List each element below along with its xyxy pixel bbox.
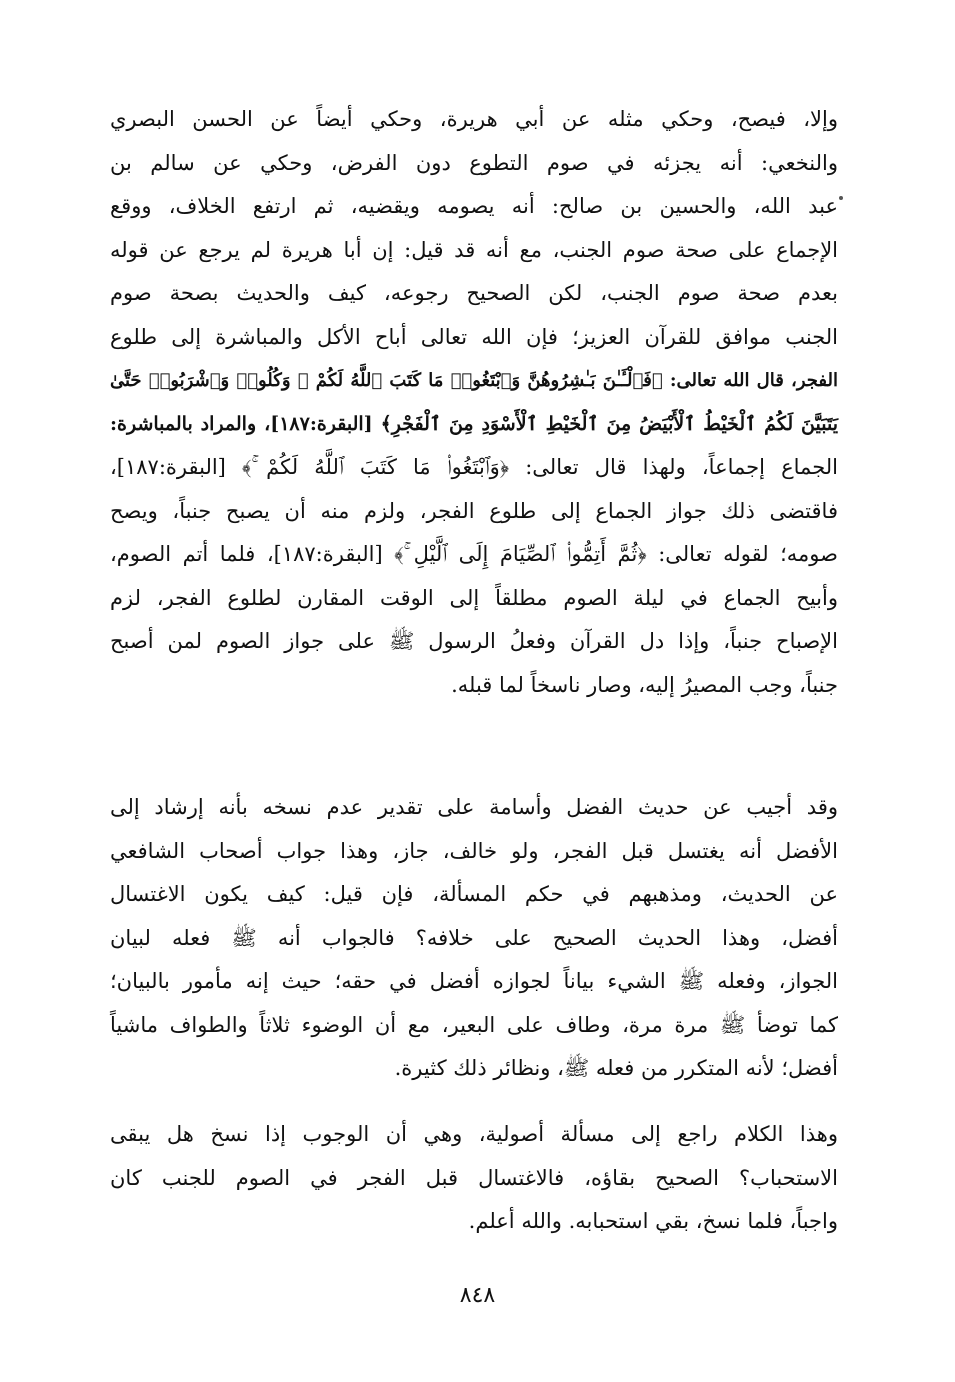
paragraph-1-line-1: وإلا، فيصح، وحكي مثله عن أبي هريرة، وحكي أيضاً عن الحسن البصري [110,107,838,131]
paragraph-1-line-11: صومه؛ لقوله تعالى: ﴿ثُمَّ أَتِمُّوا۟ ٱلصِّيَامَ إِلَى ٱلَّيْلِ ۚ﴾ [البقرة:١٨٧]، فلما أتم الصوم، [110,542,838,566]
paragraph-3-line-2: الاستحباب؟ الصحيح بقاؤه، فالاغتسال قبل الفجر في الصوم للجنب كان [110,1165,838,1190]
paragraph-2-line-3: عن الحديث، ومذهبهم في حكم المسألة، فإن قيل: كيف يكون الاغتسال [110,882,838,906]
paragraph-2-line-2: الأفضل أنه يغتسل قبل الفجر، ولو خالف، جاز، وهذا جواب أصحاب الشافعي [110,838,838,863]
paragraph-1-line-7: الفجر، قال الله تعالى: ﴿فَٱلْـَٔـٰنَ بَـٰشِرُوهُنَّ وَٱبْتَغُوا۟ مَا كَتَبَ ٱللَّهُ لَكُمْ ۚ وَكُلُوا۟ وَٱشْرَبُوا۟ حَتَّىٰ [110,370,838,391]
paragraph-1-line-6: الجنب موافق للقرآن العزيز؛ فإن الله تعالى أباح الأكل والمباشرة إلى طلوع [110,324,838,349]
paragraph-1-line-10: فاقتضى ذلك جواز الجماع إلى طلوع الفجر، ولزم منه أن يصبح جنباً، ويصح [110,498,838,523]
paragraph-3-line-3: واجباً، فلما نسخ، بقي استحبابه. والله أعلم. [468,1209,838,1233]
paragraph-1-line-12: وأبيح الجماع في ليلة الصوم مطلقاً إلى الوقت المقارن لطلوع الفجر، لزم [110,585,838,610]
paragraph-1-line-8: يَتَبَيَّنَ لَكُمُ ٱلْخَيْطُ ٱلْأَبْيَضُ مِنَ ٱلْخَيْطِ ٱلْأَسْوَدِ مِنَ ٱلْفَجْرِ﴾ [البقرة:١٨٧]، والمراد بالمباشرة: [110,412,838,435]
paragraph-1 [110,98,838,707]
paragraph-3-line-1: وهذا الكلام راجع إلى مسألة أصولية، وهي أن الوجوب إذا نسخ هل يبقى [110,1122,838,1146]
paragraph-1-line-3: عبد الله، والحسين بن صالح: أنه يصومه ويقضيه، ثم ارتفع الخلاف، ووقع [110,194,838,218]
paragraph-2-line-5: الجواز، وفعله ﷺ الشيء بياناً لجوازه أفضل في حقه؛ حيث إنه مأمور بالبيان؛ [110,969,838,993]
paragraph-2-line-1: وقد أجيب عن حديث الفضل وأسامة على تقدير عدم نسخه بأنه إرشاد إلى [110,795,838,819]
paragraph-1-line-14: جنباً، وجب المصيرُ إليه، وصار ناسخاً لما قبله. [451,672,838,697]
paragraph-1-line-5: بعدم صحة صوم الجنب، لكن الصحيح رجوعه، كيف والحديث بصحة صوم [110,281,838,305]
paragraph-3 [110,1113,838,1244]
paragraph-1-line-13: الإصباح جنباً، وإذا دل القرآن وفعلُ الرسول ﷺ على جواز الصوم لمن أصبح [110,629,838,653]
page-number: ٨٤٨ [459,1283,496,1308]
paragraph-2-line-6: كما توضأ ﷺ مرة مرة، وطاف على البعير، مع أن الوضوء ثلاثاً والطواف ماشياً [110,1012,838,1037]
paragraph-2 [110,786,838,1091]
paragraph-2-line-7: أفضل؛ لأنه المتكرر من فعله ﷺ، ونظائر ذلك كثيرة. [394,1056,838,1080]
paragraph-1-line-2: والنخعي: أنه يجزئه في صوم التطوع دون الفرض، وحكي عن سالم بن [110,150,838,175]
paragraph-1-line-4: الإجماع على صحة صوم الجنب، مع أنه قد قيل: إن أبا هريرة لم يرجع عن قوله [110,237,839,262]
paragraph-2-line-4: أفضل، وهذا الحديث الصحيح على خلافه؟ فالجواب أنه ﷺ فعله لبيان [110,925,838,950]
margin-mark [839,196,843,200]
paragraph-1-line-9: الجماع إجماعاً، ولهذا قال تعالى: ﴿وَٱبْتَغُوا۟ مَا كَتَبَ ٱللَّهُ لَكُمْ ۚ﴾ [البقرة:١٨٧]، [110,455,838,479]
